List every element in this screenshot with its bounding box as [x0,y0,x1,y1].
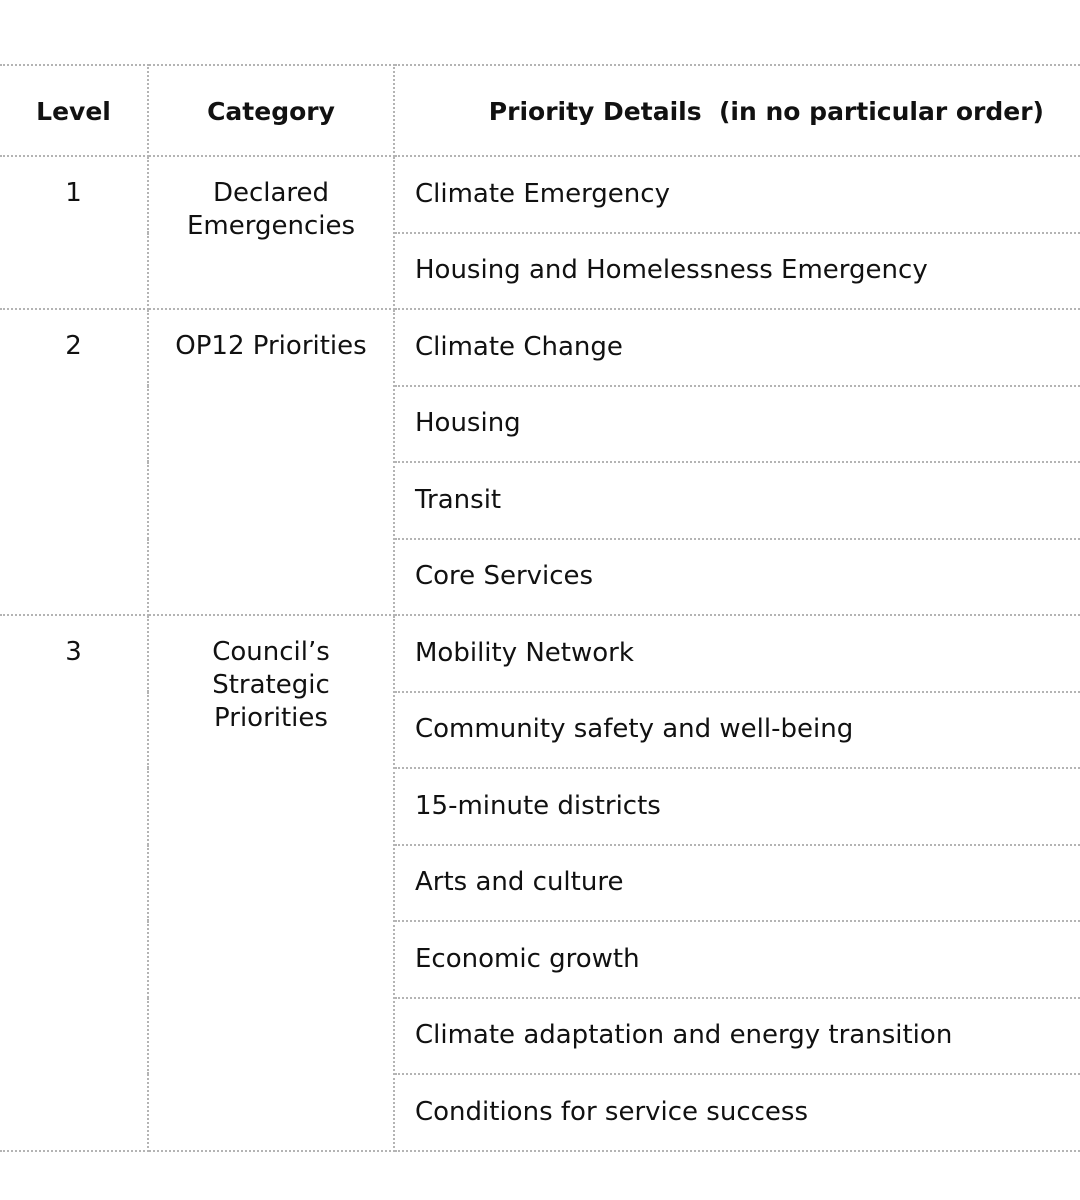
table-row [0,309,1080,386]
category-cell: Declared Emergencies [148,156,394,309]
table-row [0,156,1080,233]
priority-detail: Climate adaptation and energy transition [394,998,1080,1075]
category-cell: OP12 Priorities [148,309,394,615]
header-level: Level [0,65,148,156]
category-cell: Council’s Strategic Priorities [148,615,394,1151]
priority-detail: 15-minute districts [394,768,1080,845]
priority-detail: Housing [394,386,1080,463]
level-cell: 1 [0,156,148,309]
level-cell: 2 [0,309,148,615]
priority-detail: Arts and culture [394,845,1080,922]
priority-detail: Climate Emergency [394,156,1080,233]
priority-detail: Transit [394,462,1080,539]
level-cell: 3 [0,615,148,1151]
header-category: Category [148,65,394,156]
priority-detail: Community safety and well-being [394,692,1080,769]
priority-detail: Climate Change [394,309,1080,386]
priority-detail: Core Services [394,539,1080,616]
priority-detail: Mobility Network [394,615,1080,692]
table-header [0,65,1080,156]
header-row [0,65,1080,156]
priority-detail: Conditions for service success [394,1074,1080,1151]
table-body [0,156,1080,1151]
priority-detail: Housing and Homelessness Emergency [394,233,1080,310]
header-priority-details: Priority Details (in no particular order) [394,65,1080,156]
priority-detail: Economic growth [394,921,1080,998]
priority-table [0,64,1080,1152]
table-row [0,615,1080,692]
